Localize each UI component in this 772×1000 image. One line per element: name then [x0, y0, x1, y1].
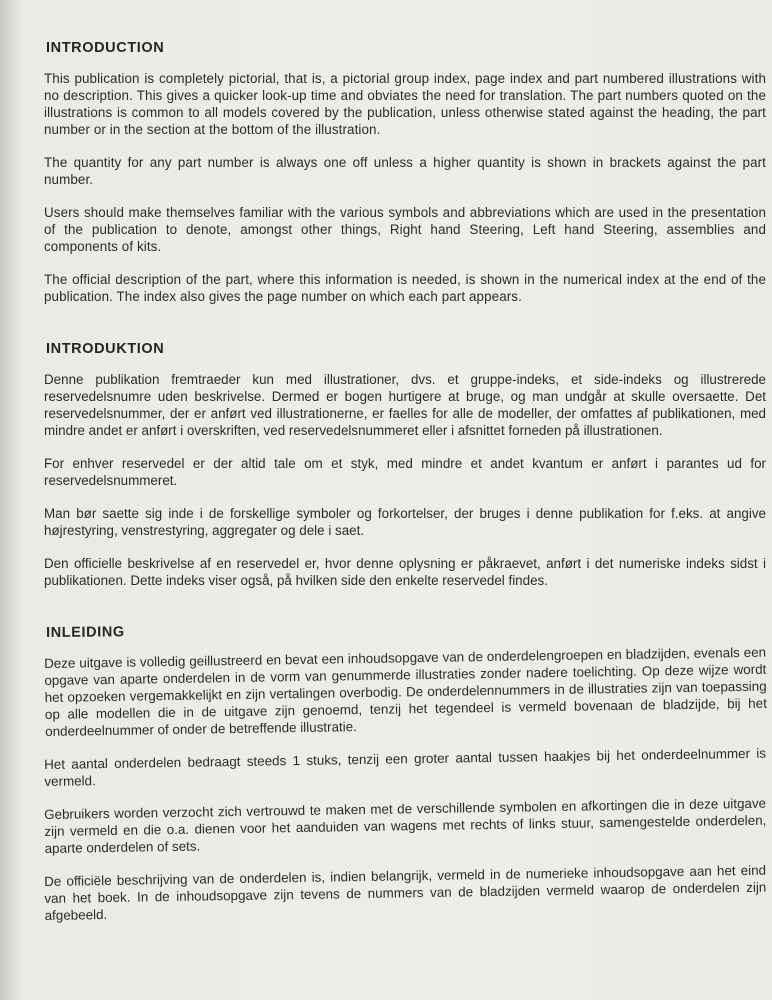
paragraph: For enhver reservedel er der altid tale om et styk, med mindre et andet kvantum er anført i parantes ud for reservedelsnummeret. — [44, 456, 766, 488]
section-dutch — [44, 625, 766, 924]
paragraph: De officiële beschrijving van de onderdelen is, indien belangrijk, vermeld in de numerieke inhoudsopgave aan het eind van het boek. In de inhoudsopgave zijn tevens de nummers van de bladzijden vermeld waarop de onderdelen zijn afgebeeld. — [44, 862, 767, 923]
paragraph: The quantity for any part number is always one off unless a higher quantity is shown in brackets against the part number. — [44, 155, 766, 187]
paragraph: Man bør saette sig inde i de forskellige symboler og forkortelser, der bruges i denne publikation for f.eks. at angive højrestyring, venstrestyring, aggregater og dele i saet. — [44, 506, 766, 538]
page-spine-shadow — [0, 0, 20, 1000]
paragraph: This publication is completely pictorial, that is, a pictorial group index, page index and part numbered illustrations with no description. This gives a quicker look-up time and obviates the need for translation. The part numbers quoted on the illustrations is common to all models covered by the publication, unless otherwise stated against the heading, the part number or in the section at the bottom of the illustration. — [44, 71, 766, 137]
section-heading: INLEIDING — [46, 624, 125, 641]
paragraph: Den officielle beskrivelse af en reservedel er, hvor denne oplysning er påkraevet, anført i det numeriske indeks sidst i publikationen. Dette indeks viser også, på hvilken side den enkelte reservedel findes. — [44, 556, 766, 588]
paragraph: Deze uitgave is volledig geillustreerd en bevat een inhoudsopgave van de onderdelengroepen en bladzijden, evenals een opgave van aparte onderdelen in de vorm van genummerde illustraties zonder nadere toelichting. Op deze wijze wordt het opzoeken vergemakkelijkt en zijn vertalingen overbodig. De onderdelennummers in de illustraties zijn van toepassing op alle modellen die in de uitgave zijn genoemd, tenzij het tegendeel is vermeld bovenaan de bladzijde, bij het onderdeelnummer of onder de betreffende illustratie. — [44, 644, 767, 739]
section-heading: INTRODUKTION — [46, 341, 165, 357]
section-heading: INTRODUCTION — [46, 40, 165, 56]
paragraph: Denne publikation fremtraeder kun med illustrationer, dvs. et gruppe-indeks, et side-indeks og illustrerede reservedelsnumre uden beskrivelse. Dermed er bogen hurtigere at bruge, og man undgår at skulle oversaette. Det reservedelsnummer, der er anført ved illustrationerne, er faelles for alle de modeller, der omfattes af publikationen, med mindre andet er anført i overskriften, ved reservedelsnummeret eller i afsnittet forneden på illustrationen. — [44, 372, 766, 438]
paragraph: The official description of the part, where this information is needed, is shown in the numerical index at the end of the publication. The index also gives the page number on which each part appears. — [44, 272, 766, 304]
paragraph: Users should make themselves familiar with the various symbols and abbreviations which are used in the presentation of the publication to denote, amongst other things, Right hand Steering, Left hand Steering, assemblies and components of kits. — [44, 205, 766, 254]
page-content — [44, 40, 766, 940]
paragraph: Gebruikers worden verzocht zich vertrouwd te maken met de verschillende symbolen en afkortingen die in deze uitgave zijn vermeld en die o.a. dienen voor het aanduiden van wagens met rechts of links stuur, samengestelde onderdelen, aparte onderdelen of sets. — [44, 795, 767, 856]
paragraph: Het aantal onderdelen bedraagt steeds 1 stuks, tenzij een groter aantal tussen haakjes bij het onderdeelnummer is vermeld. — [44, 745, 767, 789]
section-english — [44, 40, 766, 305]
section-danish — [44, 341, 766, 589]
